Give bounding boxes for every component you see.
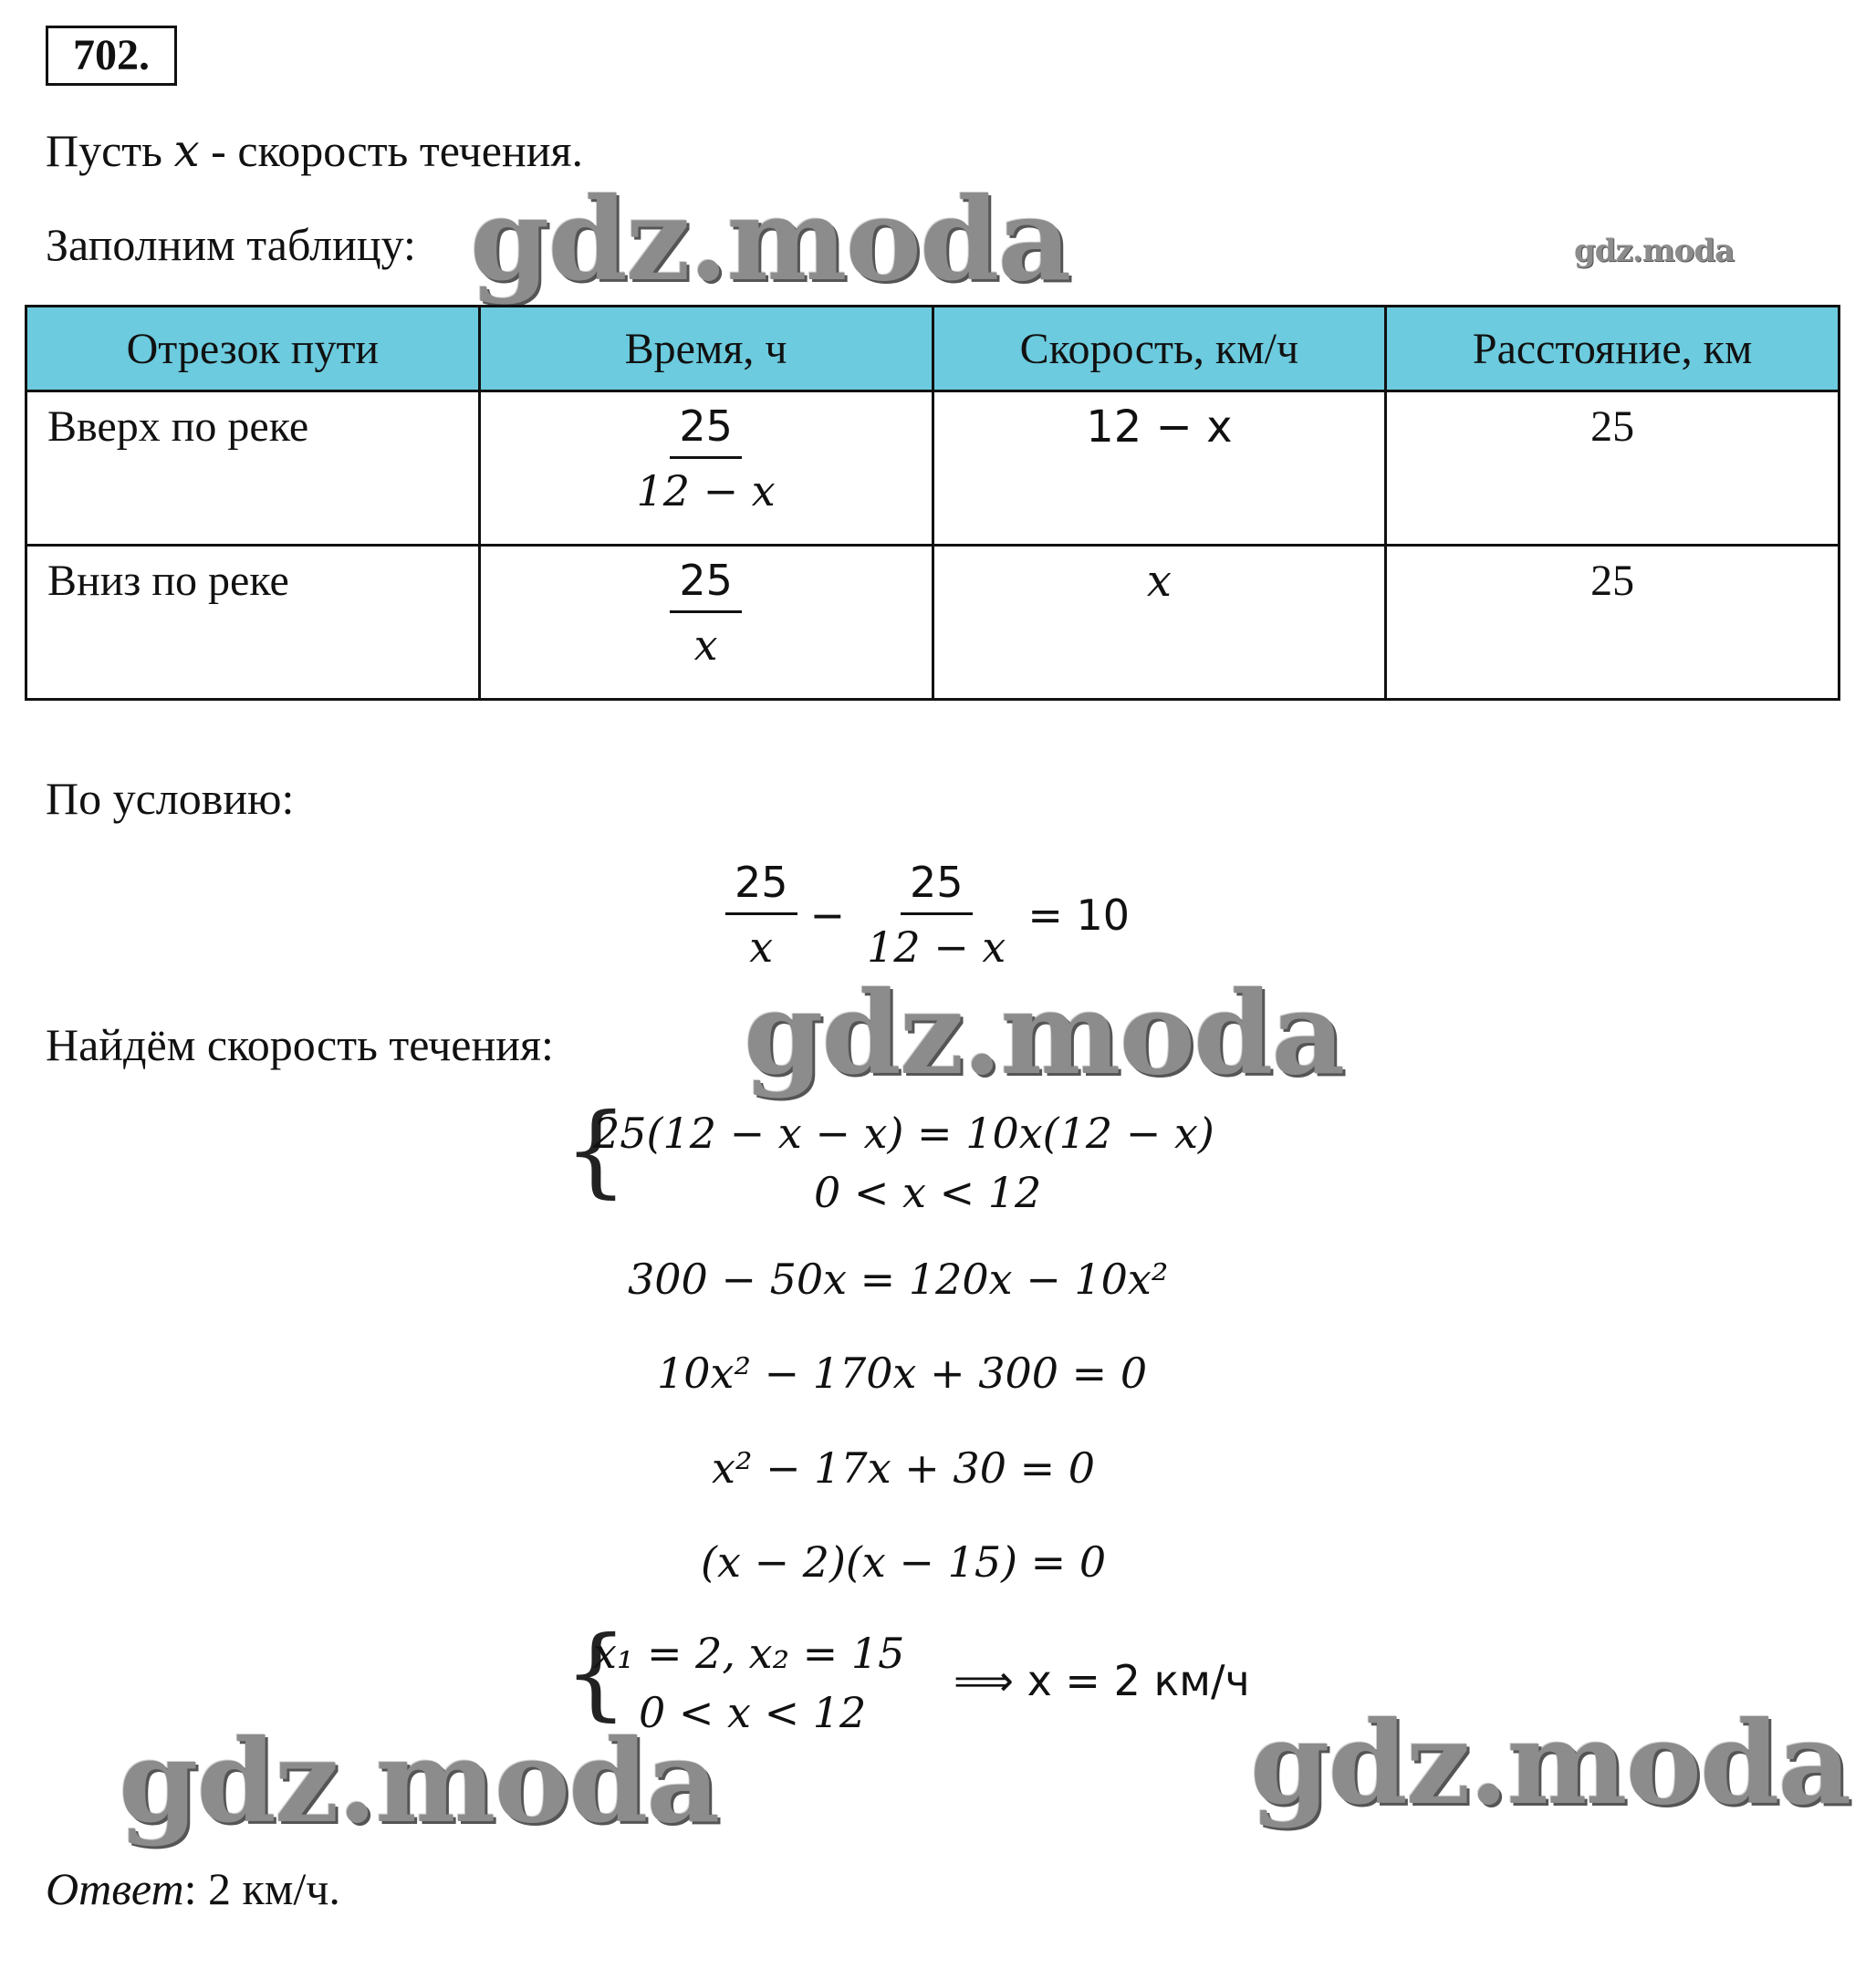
fraction-numerator: 25	[670, 556, 742, 613]
answer-label: Ответ	[46, 1863, 184, 1914]
header-segment: Отрезок пути	[26, 307, 480, 391]
system-2-roots: x₁ = 2, x₂ = 15	[593, 1629, 905, 1678]
table-row	[26, 391, 1840, 546]
time-fraction	[670, 556, 742, 670]
system-2-condition: 0 < x < 12	[639, 1688, 867, 1737]
time-fraction	[627, 401, 784, 516]
system-brace-1: {	[564, 1091, 628, 1208]
watermark-3: gdz.moda	[119, 1715, 719, 1849]
intro-line-1	[46, 124, 584, 177]
watermark-1: gdz.moda	[470, 173, 1070, 307]
header-time: Время, ч	[479, 307, 933, 391]
intro-line-2: Заполним таблицу:	[46, 219, 416, 270]
fraction-denominator: 12 − x	[636, 466, 776, 516]
system-2-result: ⟹ x = 2 км/ч	[954, 1656, 1250, 1705]
fraction-denominator: x	[749, 922, 774, 972]
watermark-2: gdz.moda	[744, 967, 1344, 1100]
fraction-numerator: 25	[725, 858, 797, 915]
fraction-denominator: 12 − x	[867, 922, 1006, 972]
cell-time	[479, 391, 933, 546]
step-1: 300 − 50x = 120x − 10x²	[628, 1255, 1169, 1304]
cell-distance: 25	[1386, 391, 1840, 546]
equation-rhs: = 10	[1027, 890, 1131, 940]
minus-sign: −	[809, 890, 846, 940]
step-3: x² − 17x + 30 = 0	[712, 1443, 1096, 1493]
cell-speed: x	[933, 546, 1386, 700]
main-equation	[725, 858, 1130, 972]
header-speed: Скорость, км/ч	[933, 307, 1386, 391]
fraction-numerator: 25	[901, 858, 973, 915]
watermark-small: gdz.moda	[1574, 233, 1735, 269]
cell-time	[479, 546, 933, 700]
watermark-4: gdz.moda	[1250, 1697, 1850, 1830]
cell-distance: 25	[1386, 546, 1840, 700]
system-brace-2: {	[564, 1614, 628, 1731]
table-row	[26, 546, 1840, 700]
condition-label: По условию:	[46, 773, 295, 824]
cell-segment: Вниз по реке	[26, 546, 480, 700]
cell-segment: Вверх по реке	[26, 391, 480, 546]
answer	[46, 1863, 340, 1914]
intro-text-a: Пусть	[46, 125, 162, 176]
fraction-2	[858, 858, 1015, 972]
data-table	[25, 305, 1840, 701]
step-2: 10x² − 170x + 300 = 0	[657, 1349, 1148, 1398]
find-label: Найдём скорость течения:	[46, 1019, 554, 1070]
fraction-1	[725, 858, 797, 972]
system-1-condition: 0 < x < 12	[814, 1168, 1042, 1217]
step-4: (x − 2)(x − 15) = 0	[701, 1537, 1107, 1587]
intro-variable: x	[173, 124, 200, 177]
fraction-denominator: x	[693, 620, 718, 670]
cell-speed: 12 − x	[933, 391, 1386, 546]
fraction-numerator: 25	[670, 401, 742, 459]
table-header-row	[26, 307, 1840, 391]
system-1-equation: 25(12 − x − x) = 10x(12 − x)	[593, 1109, 1214, 1158]
answer-value: : 2 км/ч.	[183, 1863, 340, 1914]
problem-number: 702.	[46, 26, 177, 86]
header-distance: Расстояние, км	[1386, 307, 1840, 391]
intro-text-b: - скорость течения.	[211, 125, 584, 176]
